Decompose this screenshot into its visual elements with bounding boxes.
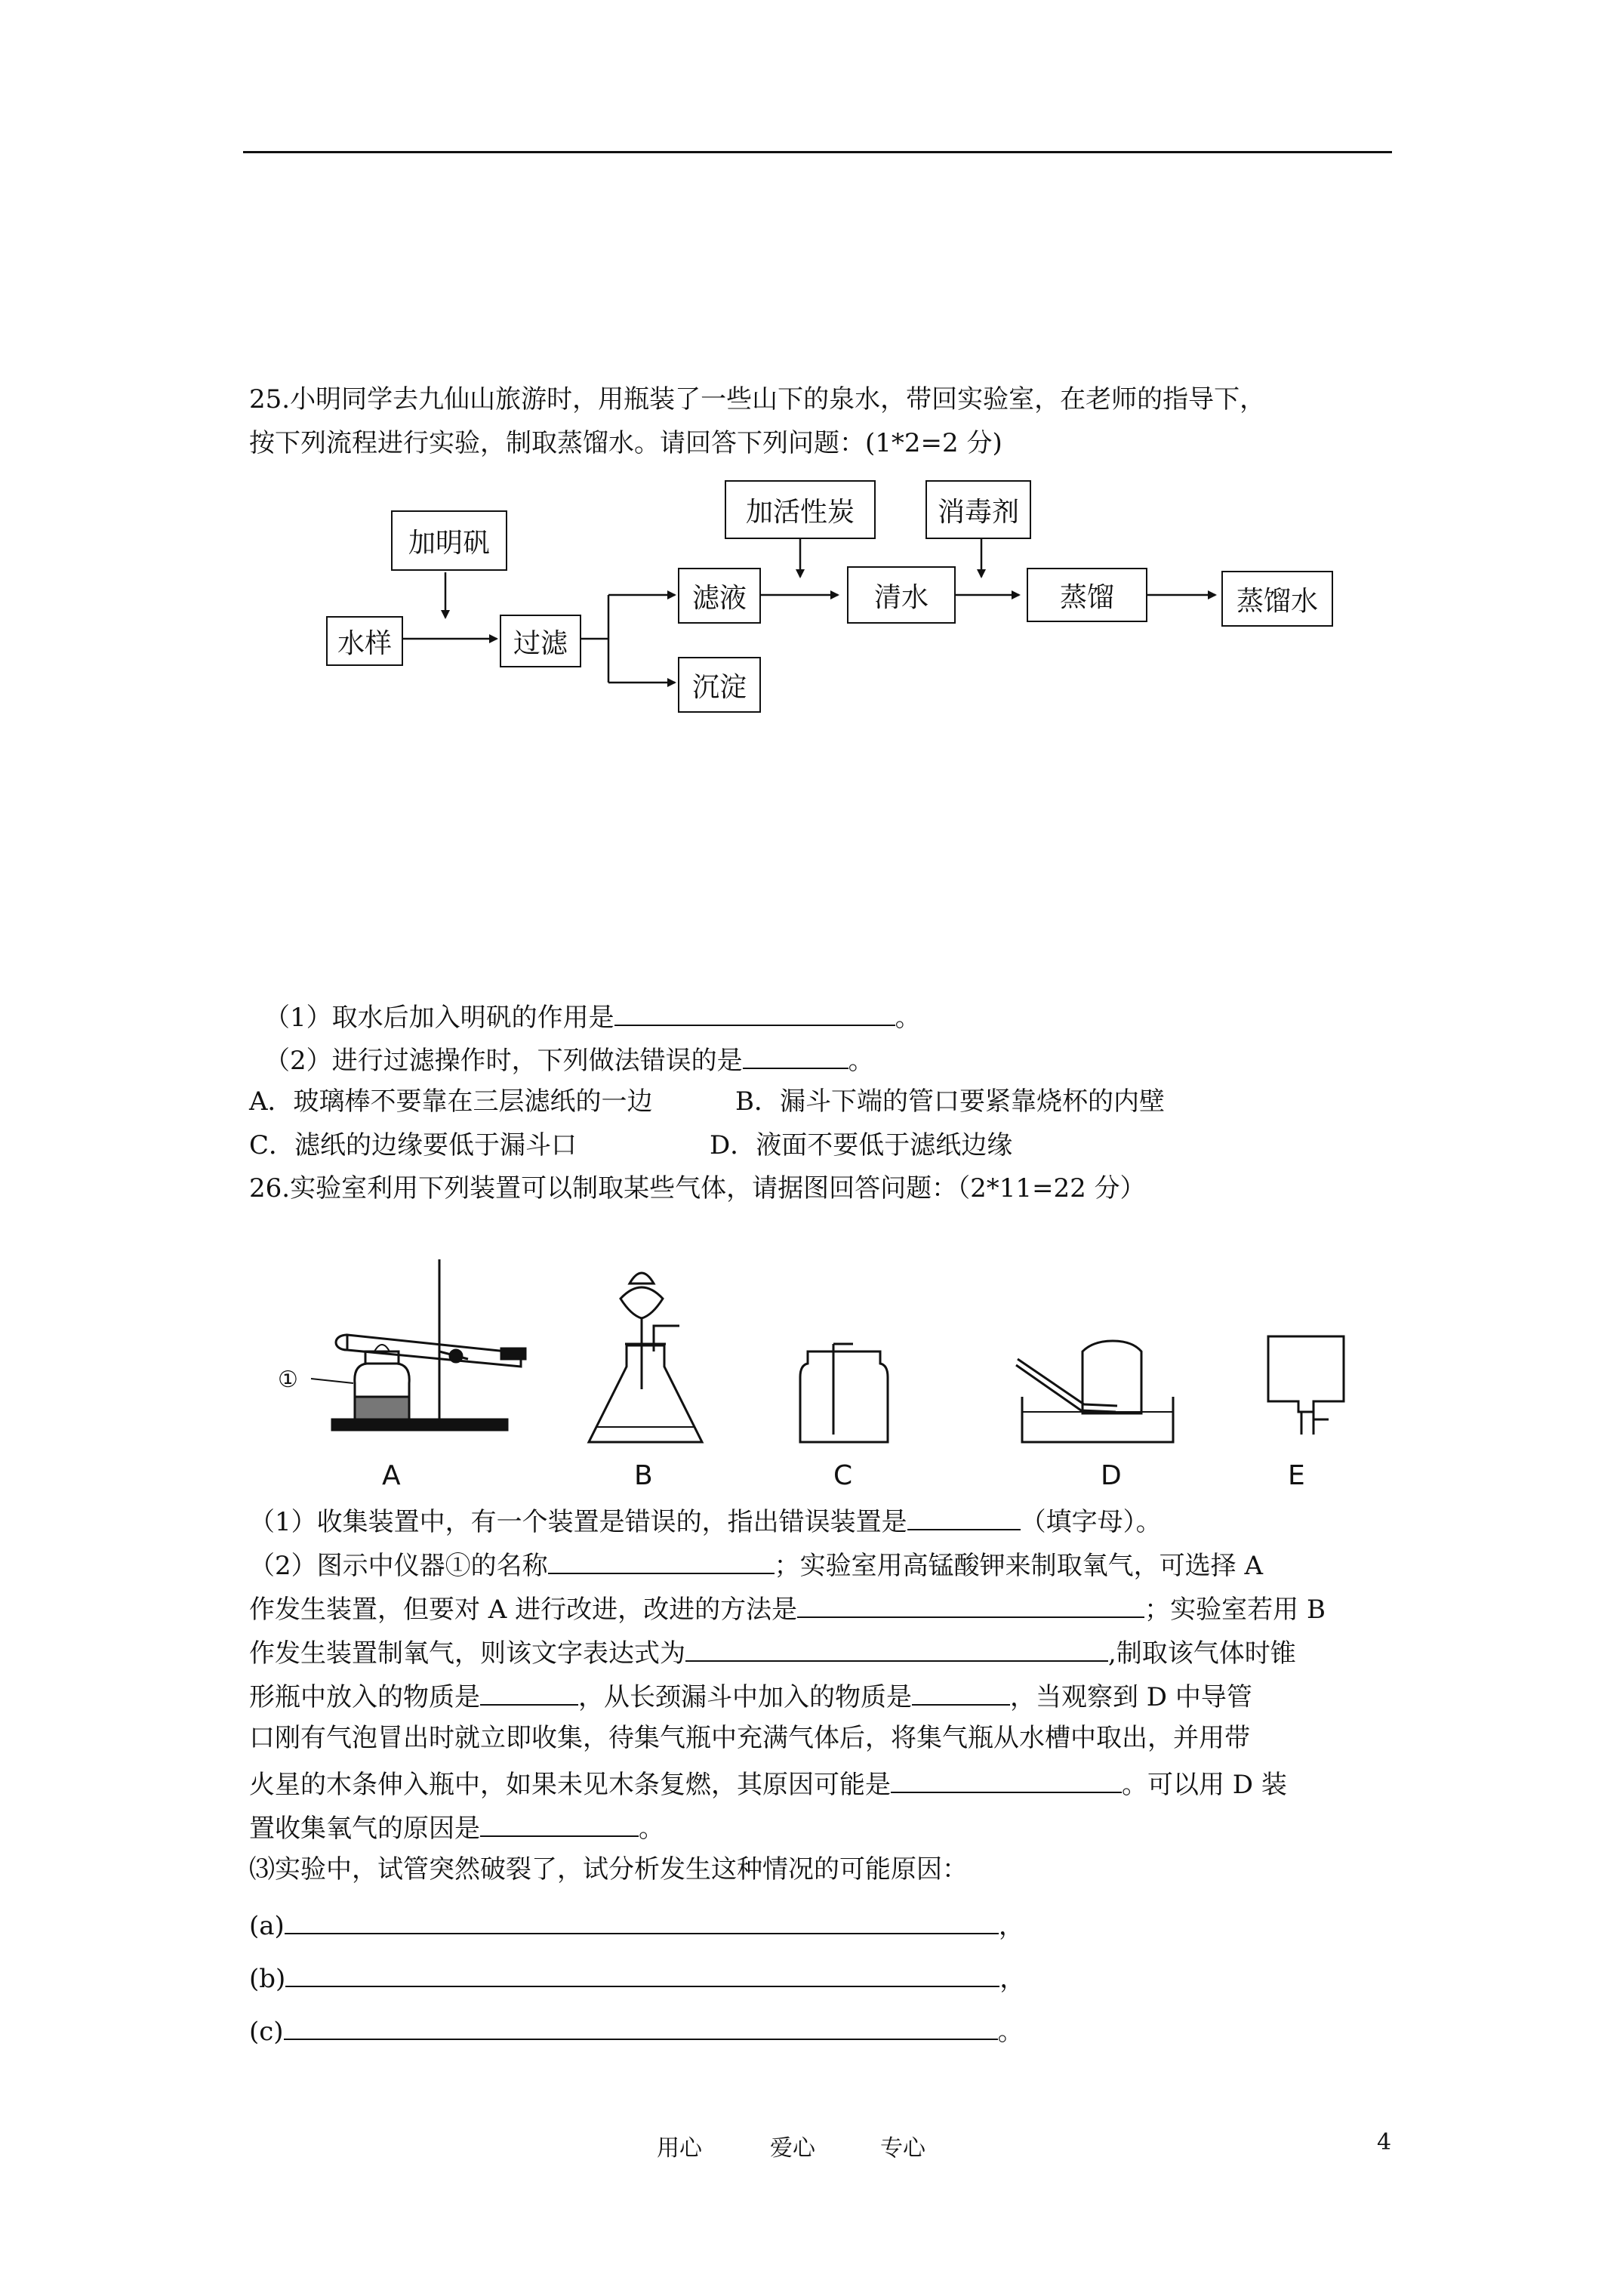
answer-blank[interactable] <box>912 1681 1010 1706</box>
q26-s1 <box>249 1506 1162 1535</box>
q26-s8 <box>249 1813 664 1844</box>
q25-option-b: B．漏斗下端的管口要紧靠烧杯的内壁 <box>735 1086 1165 1117</box>
q25-sub2-text: （2）进行过滤操作时，下列做法错误的是 <box>264 1046 743 1076</box>
answer-blank[interactable] <box>284 2016 998 2040</box>
reason-a <box>249 1910 1024 1939</box>
instrument-1-label: ① <box>278 1367 298 1393</box>
q26-s3-text: 作发生装置，但要对 A 进行改进，改进的方法是 <box>249 1595 798 1625</box>
q26-s5 <box>249 1681 1252 1710</box>
flow-box-disinfectant: 消毒剂 <box>925 480 1031 539</box>
q26-s2-text: （2）图示中仪器①的名称 <box>249 1551 548 1581</box>
q26-s2 <box>249 1550 1263 1579</box>
q25-sub2-end: 。 <box>848 1046 874 1076</box>
reason-c-label: (c) <box>249 2017 284 2047</box>
answer-blank[interactable] <box>285 1910 999 1934</box>
q25-option-d: D．液面不要低于滤纸边缘 <box>710 1130 1013 1160</box>
page-number: 4 <box>1377 2129 1392 2156</box>
q25-line2: 按下列流程进行实验，制取蒸馏水。请回答下列问题：(1*2=2 分) <box>249 428 1002 458</box>
q25-line1: 25.小明同学去九仙山旅游时，用瓶装了一些山下的泉水，带回实验室，在老师的指导下， <box>249 384 1266 415</box>
apparatus-label-b: B <box>634 1460 653 1491</box>
flow-box-alum: 加明矾 <box>391 510 507 571</box>
q25-option-a: A．玻璃棒不要靠在三层滤纸的一边 <box>249 1086 653 1117</box>
answer-blank[interactable] <box>480 1681 578 1706</box>
q26-s7-text: 火星的木条伸入瓶中，如果未见木条复燃，其原因可能是 <box>249 1770 891 1800</box>
q26-s6: 口刚有气泡冒出时就立即收集，待集气瓶中充满气体后，将集气瓶从水槽中取出，并用带 <box>249 1723 1250 1753</box>
flow-box-precipitate: 沉淀 <box>678 657 761 713</box>
q26-s8-text: 置收集氧气的原因是 <box>249 1814 480 1844</box>
flow-box-carbon: 加活性炭 <box>725 480 876 539</box>
footer-word-2: 爱心 <box>770 2135 815 2162</box>
reason-b-end: ， <box>999 1964 1026 1994</box>
q26-s9: ⑶实验中，试管突然破裂了，试分析发生这种情况的可能原因： <box>249 1854 968 1885</box>
q26-s2-end: ；实验室用高锰酸钾来制取氧气，可选择 A <box>774 1551 1264 1581</box>
apparatus-label-d: D <box>1101 1460 1122 1491</box>
q26-s5-end: ，当观察到 D 中导管 <box>1010 1682 1252 1712</box>
q25-sub1-text: （1）取水后加入明矾的作用是 <box>264 1003 614 1033</box>
footer-word-1: 用心 <box>657 2135 702 2162</box>
q26-s7-end: 。可以用 D 装 <box>1122 1770 1287 1800</box>
apparatus-label-e: E <box>1288 1460 1305 1491</box>
footer-word-3: 专心 <box>880 2135 925 2162</box>
q26-s5-mid: ，从长颈漏斗中加入的物质是 <box>578 1682 912 1712</box>
reason-c <box>249 2016 1024 2045</box>
flow-box-distill: 蒸馏 <box>1027 568 1147 622</box>
flow-box-filter: 过滤 <box>500 615 581 667</box>
q26-s3-end: ；实验室若用 B <box>1144 1595 1326 1625</box>
answer-blank[interactable] <box>480 1813 639 1837</box>
q26-s8-end: 。 <box>639 1814 664 1844</box>
reason-a-end: ， <box>998 1911 1024 1941</box>
answer-blank[interactable] <box>685 1638 1108 1662</box>
q26-s1-text: （1）收集装置中，有一个装置是错误的，指出错误装置是 <box>249 1507 907 1537</box>
flow-box-distilled: 蒸馏水 <box>1221 571 1333 627</box>
q26-s1-end: （填字母）。 <box>1020 1507 1162 1537</box>
q26-s4 <box>249 1638 1296 1669</box>
flow-box-clear: 清水 <box>847 566 956 624</box>
answer-blank[interactable] <box>907 1506 1021 1530</box>
q26-s3 <box>249 1594 1326 1623</box>
q26-s7 <box>249 1769 1287 1798</box>
answer-blank[interactable] <box>891 1769 1122 1793</box>
flow-box-filtrate: 滤液 <box>678 568 761 624</box>
q26-s4-end: ,制取该气体时锥 <box>1108 1638 1296 1669</box>
answer-blank[interactable] <box>285 1963 999 1987</box>
reason-b-label: (b) <box>249 1964 286 1994</box>
q26-s5-text: 形瓶中放入的物质是 <box>249 1682 480 1712</box>
q25-option-c: C．滤纸的边缘要低于漏斗口 <box>249 1130 577 1160</box>
q26-title: 26.实验室利用下列装置可以制取某些气体，请据图回答问题：（2*11=22 分） <box>249 1173 1146 1203</box>
apparatus-label-c: C <box>833 1460 853 1491</box>
reason-c-end: 。 <box>997 2017 1024 2047</box>
flow-box-sample: 水样 <box>326 616 403 666</box>
answer-blank[interactable] <box>548 1550 775 1574</box>
reason-b <box>249 1963 1025 1992</box>
q25-sub1-end: 。 <box>895 1003 921 1033</box>
answer-blank[interactable] <box>797 1594 1144 1618</box>
q26-s4-text: 作发生装置制氧气，则该文字表达式为 <box>249 1638 685 1669</box>
reason-a-label: (a) <box>249 1911 285 1941</box>
apparatus-label-a: A <box>382 1460 401 1491</box>
